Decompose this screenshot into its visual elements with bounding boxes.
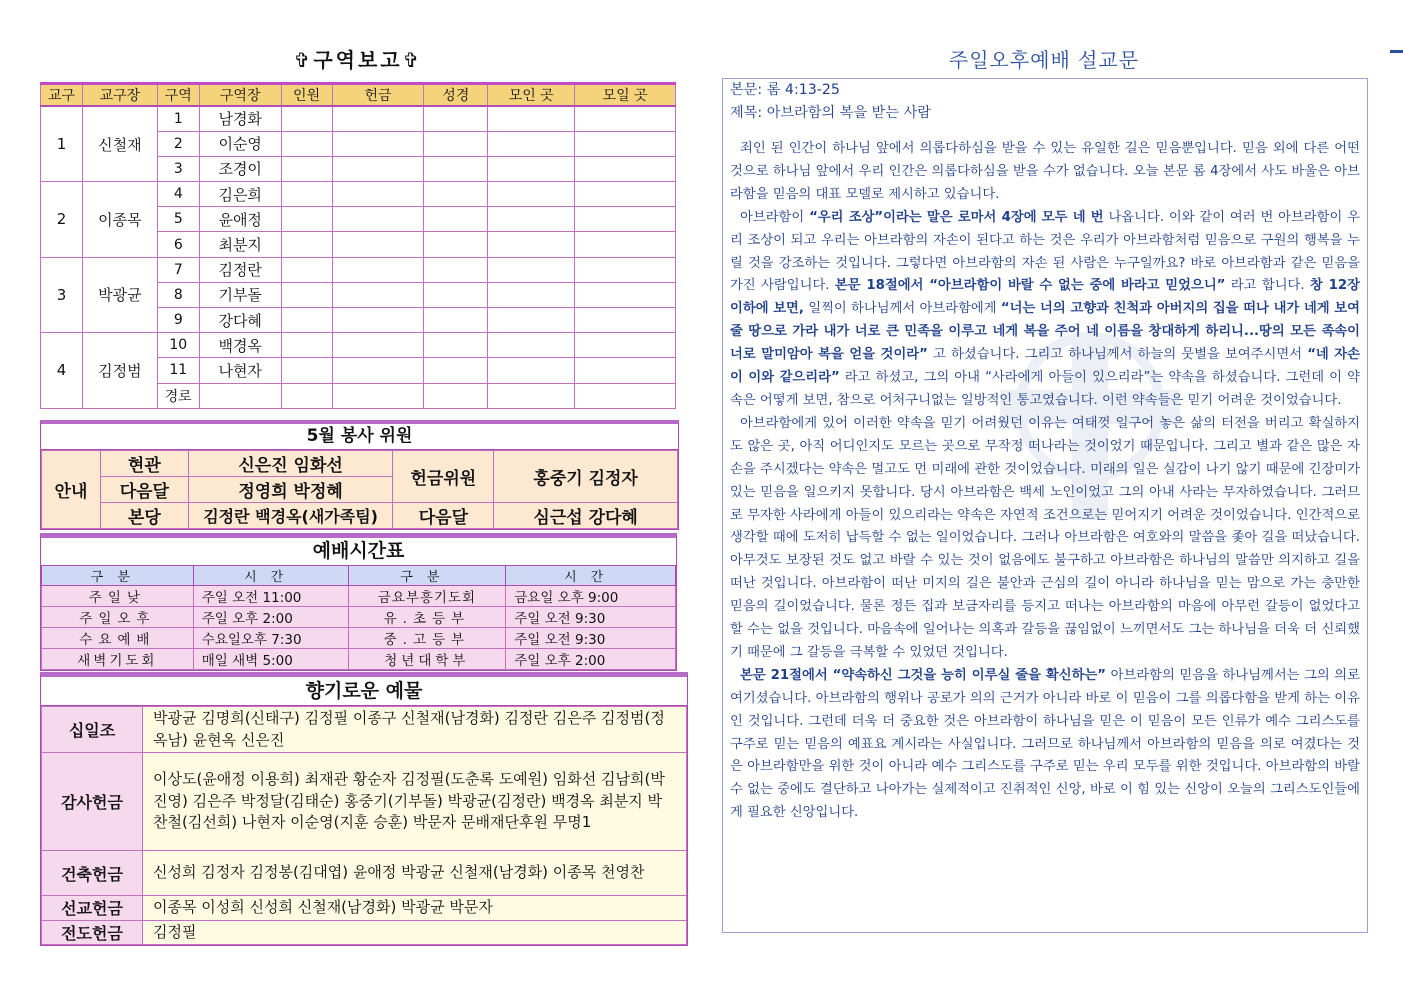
district-number: 3 <box>41 257 83 333</box>
blank-cell <box>575 257 676 282</box>
cell-number: 6 <box>157 232 199 257</box>
cell-number: 5 <box>157 207 199 232</box>
sermon-emphasis: 본문 18절에서 “아브라함이 바랄 수 없는 중에 바라고 믿었으니” <box>834 278 1226 294</box>
cell-leader: 김은희 <box>199 182 281 207</box>
district-number: 1 <box>41 106 83 182</box>
cell-leader: 나현자 <box>199 358 281 383</box>
blank-cell <box>332 257 424 282</box>
blank-cell <box>281 383 332 408</box>
service-committee-table <box>41 450 678 529</box>
table-row <box>42 707 687 753</box>
table-row <box>41 182 676 207</box>
cell-number: 3 <box>157 156 199 181</box>
blank-cell <box>281 308 332 333</box>
offering-names: 신성희 김정자 김정봉(김대엽) 윤애정 박광균 신철재(남경화) 이종목 천영찬 <box>143 851 687 896</box>
sermon-paragraph <box>730 207 1360 413</box>
blank-cell <box>424 207 488 232</box>
offering-category: 전도헌금 <box>42 920 143 945</box>
cell-number: 11 <box>157 358 199 383</box>
blank-cell <box>424 383 488 408</box>
district-number: 4 <box>41 333 83 409</box>
blank-cell <box>488 383 575 408</box>
blank-cell <box>575 207 676 232</box>
blank-cell <box>575 282 676 307</box>
blank-cell <box>488 257 575 282</box>
offering-names: 이상도(윤애정 이용희) 최재관 황순자 김정필(도춘록 도예원) 임화선 김남희(박진영) 김은주 박정달(김태순) 홍중기(기부돌) 박광균(김정란) 백경옥 최분지 박찬철(김선희) 나현자 이순영(지훈 승훈) 박문자 문배재단후원 무명1 <box>143 753 687 851</box>
table-row <box>41 106 676 131</box>
sermon-text: 라고 하셨고, 그의 아내 “사라에게 아들이 있으리라”는 약속을 하셨습니다. 그런데 이 약속은 어떻게 보면, 참으로 어처구니없는 일방적인 통고였습니다. 이런 약속들은 믿기 어려운 것이었습니다. <box>730 370 1360 408</box>
sermon-emphasis: 창 12장 이하에 보면, <box>730 278 1360 317</box>
blank-cell <box>575 156 676 181</box>
blank-cell <box>332 333 424 358</box>
blank-cell <box>575 383 676 408</box>
blank-cell <box>332 383 424 408</box>
blank-cell <box>424 358 488 383</box>
service-role-label: 다음달 <box>100 477 188 503</box>
header-offering: 헌금 <box>332 84 424 107</box>
cell-leader: 강다혜 <box>199 308 281 333</box>
table-row <box>42 753 687 851</box>
service-name: 수요예배 <box>42 628 194 649</box>
service-time: 금요일 오후 9:00 <box>506 586 676 607</box>
sermon-paragraph <box>730 665 1360 825</box>
sermon-text: 나옵니다. 이와 같이 여러 번 아브라함이 우리 조상이 되고 우리는 아브라함의 자손이 된다고 하는 것은 우리가 아브라함처럼 믿음으로 구원의 행복을 누릴 것을 강조하는 것입니다. 그렇다면 아브라함의 자손 된 사람은 누구일까요? 바로 아브라함과 같은 믿음을 가진 사람입니다. <box>730 209 1361 294</box>
guyeok-report-title: ✞구역보고✞ <box>293 48 423 72</box>
service-time: 주일 오전 11:00 <box>193 586 348 607</box>
blank-cell <box>424 257 488 282</box>
next-month-names: 심근섭 강다혜 <box>494 503 678 529</box>
service-role-label: 본당 <box>100 503 188 529</box>
header-bible: 성경 <box>424 84 488 107</box>
blank-cell <box>575 106 676 131</box>
blank-cell <box>488 232 575 257</box>
cell-leader <box>199 383 281 408</box>
blank-cell <box>488 156 575 181</box>
sermon-emphasis: 본문 21절에서 “약속하신 그것을 능히 이루실 줄을 확신하는” <box>740 667 1107 683</box>
offering-committee-label: 헌금위원 <box>393 451 494 503</box>
sermon-text: 아브라함의 믿음을 하나님께서는 그의 의로 여기셨습니다. 아브라함의 행위나 공로가 의의 근거가 아니라 바로 이 믿음이 그를 의롭다함을 받게 하는 이유인 것입니다. 그런데 더욱 더 중요한 것은 아브라함이 하나님을 믿은 이 믿음이 모든 인류가 예수 그리스도를 구주로 믿는 믿음의 예표요 계시라는 사실입니다. 그러므로 하나님께서 아브라함의 믿음을 의로 여겼다는 것은 아브라함만을 위한 것이 아니라 예수 그리스도를 구주로 믿는 우리 모두를 위한 것입니다. 아브라함의 바랄 수 없는 중에도 결단하고 나아가는 실제적이고 진취적인 신앙, 바로 이 힘 있는 신앙이 오늘의 그리스도인들에게 필요한 신앙입니다. <box>730 667 1360 821</box>
offering-category: 선교헌금 <box>42 896 143 921</box>
blank-cell <box>488 182 575 207</box>
cell-leader: 김정란 <box>199 257 281 282</box>
blank-cell <box>281 232 332 257</box>
sermon-emphasis: “너는 너의 고향과 친척과 아버지의 집을 떠나 내가 네게 보여 줄 땅으로 가라 내가 너로 큰 민족을 이루고 네게 복을 주어 네 이름을 창대하게 하리니...땅의 모든 족속이 너로 말미암아 복을 얻을 것이라” <box>730 301 1360 363</box>
header-category: 구분 <box>348 566 506 586</box>
sermon-text: 일찍이 하나님께서 아브라함에게 <box>803 301 1001 317</box>
blank-cell <box>575 182 676 207</box>
blank-cell <box>332 232 424 257</box>
blank-cell <box>424 308 488 333</box>
blank-cell <box>332 106 424 131</box>
sermon-subject: 제목: 아브라함의 복을 받는 사람 <box>730 104 931 121</box>
offering-names: 박광균 김명희(신태구) 김정필 이종구 신철재(남경화) 김정란 김은주 김정범(정옥남) 윤현옥 신은진 <box>143 707 687 753</box>
header-cell-leader: 구역장 <box>199 84 281 107</box>
blank-cell <box>575 308 676 333</box>
blank-cell <box>281 182 332 207</box>
blank-cell <box>488 282 575 307</box>
blank-cell <box>281 156 332 181</box>
blank-cell <box>488 106 575 131</box>
sermon-text: 라고 합니다. <box>1225 278 1311 294</box>
header-cell: 구역 <box>157 84 199 107</box>
next-month-label: 다음달 <box>393 503 494 529</box>
offering-category: 건축헌금 <box>42 851 143 896</box>
service-time: 주일 오후 2:00 <box>506 649 676 670</box>
cell-number: 2 <box>157 131 199 156</box>
cell-number: 8 <box>157 282 199 307</box>
header-next-place: 모일 곳 <box>575 84 676 107</box>
blank-cell <box>332 308 424 333</box>
worship-times-table <box>41 565 676 670</box>
sermon-paragraph: 죄인 된 인간이 하나님 앞에서 의롭다하심을 받을 수 있는 유일한 길은 믿음뿐입니다. 믿음 외에 다른 어떤 것으로 하나님 앞에서 우리 인간은 의롭다하심을 받을 수가 없습니다. 오늘 본문 롬 4장에서 사도 바울은 아브라함을 믿음의 대표 모델로 제시하고 있습니다. <box>730 141 1360 202</box>
blank-cell <box>332 282 424 307</box>
cell-number: 4 <box>157 182 199 207</box>
blank-cell <box>281 333 332 358</box>
blank-cell <box>332 358 424 383</box>
offering-category: 감사헌금 <box>42 753 143 851</box>
table-row <box>42 920 687 945</box>
table-row <box>41 257 676 282</box>
blank-cell <box>424 182 488 207</box>
guyeok-report-table <box>40 82 676 409</box>
blank-cell <box>488 358 575 383</box>
cell-leader: 조경이 <box>199 156 281 181</box>
blank-cell <box>424 156 488 181</box>
cell-leader: 최분지 <box>199 232 281 257</box>
sermon-title: 주일오후예배 설교문 <box>948 48 1140 72</box>
blank-cell <box>488 207 575 232</box>
service-time: 주일 오후 2:00 <box>193 607 348 628</box>
blank-cell <box>281 257 332 282</box>
blank-cell <box>424 282 488 307</box>
blank-cell <box>575 131 676 156</box>
blank-cell <box>281 358 332 383</box>
cell-number: 10 <box>157 333 199 358</box>
service-name: 중.고등부 <box>348 628 506 649</box>
district-leader: 이종목 <box>82 182 157 258</box>
header-time: 시간 <box>506 566 676 586</box>
table-row <box>42 896 687 921</box>
table-row <box>42 451 678 477</box>
service-time: 수요일오후 7:30 <box>193 628 348 649</box>
sermon-text-box <box>722 78 1368 933</box>
service-time: 주일 오전 9:30 <box>506 607 676 628</box>
offerings-box <box>40 672 688 946</box>
offerings-title: 향기로운 예물 <box>41 677 687 706</box>
service-role-names: 신은진 임화선 <box>188 451 393 477</box>
blank-cell <box>332 182 424 207</box>
sermon-emphasis: “우리 조상”이라는 말은 로마서 4장에 모두 네 번 <box>809 209 1104 225</box>
table-row <box>42 649 676 670</box>
offering-names: 이종목 이성희 신성희 신철재(남경화) 박광균 박문자 <box>143 896 687 921</box>
table-row <box>41 333 676 358</box>
header-time: 시간 <box>193 566 348 586</box>
service-name: 유.초등부 <box>348 607 506 628</box>
cell-number: 9 <box>157 308 199 333</box>
service-role-names: 정영희 박정혜 <box>188 477 393 503</box>
table-header-row <box>41 84 676 107</box>
cell-leader: 남경화 <box>199 106 281 131</box>
header-district-leader: 교구장 <box>82 84 157 107</box>
blank-cell <box>332 207 424 232</box>
sermon-emphasis: “네 자손이 이와 같으리라” <box>730 347 1360 386</box>
service-name: 주일오후 <box>42 607 194 628</box>
blank-cell <box>281 106 332 131</box>
sermon-text: 고 하셨습니다. 그리고 하나님께서 하늘의 뭇별을 보여주시면서 <box>927 347 1308 363</box>
offering-category: 십일조 <box>42 707 143 753</box>
cell-number: 1 <box>157 106 199 131</box>
blank-cell <box>281 282 332 307</box>
cell-leader: 백경옥 <box>199 333 281 358</box>
blank-cell <box>332 156 424 181</box>
service-name: 금요부흥기도회 <box>348 586 506 607</box>
blank-cell <box>575 358 676 383</box>
blank-cell <box>424 106 488 131</box>
header-met-place: 모인 곳 <box>488 84 575 107</box>
district-leader: 신철재 <box>82 106 157 182</box>
header-attendance: 인원 <box>281 84 332 107</box>
service-committee-title: 5월 봉사 위원 <box>41 424 678 450</box>
sermon-scripture-reference: 본문: 롬 4:13-25 <box>730 82 840 98</box>
cell-leader: 이순영 <box>199 131 281 156</box>
blank-cell <box>488 308 575 333</box>
table-row <box>42 607 676 628</box>
table-row <box>42 503 678 529</box>
service-role-names: 김정란 백경옥(새가족팀) <box>188 503 393 529</box>
service-time: 매일 새벽 5:00 <box>193 649 348 670</box>
offering-names: 김정필 <box>143 920 687 945</box>
edge-mark <box>1390 50 1403 53</box>
service-role-label: 현관 <box>100 451 188 477</box>
service-committee-box <box>40 420 679 530</box>
service-time: 주일 오전 9:30 <box>506 628 676 649</box>
service-name: 새벽기도회 <box>42 649 194 670</box>
worship-times-box <box>40 533 677 671</box>
district-leader: 박광균 <box>82 257 157 333</box>
blank-cell <box>424 333 488 358</box>
blank-cell <box>424 131 488 156</box>
offerings-table <box>41 706 687 945</box>
header-district: 교구 <box>41 84 83 107</box>
cell-leader: 기부돌 <box>199 282 281 307</box>
cell-number: 경로 <box>157 383 199 408</box>
blank-cell <box>332 131 424 156</box>
blank-cell <box>575 333 676 358</box>
guide-label: 안내 <box>42 451 101 529</box>
sermon-text: 아브라함이 <box>740 209 810 225</box>
district-number: 2 <box>41 182 83 258</box>
table-row <box>42 586 676 607</box>
offering-committee-names: 홍중기 김정자 <box>494 451 678 503</box>
cell-number: 7 <box>157 257 199 282</box>
header-category: 구분 <box>42 566 194 586</box>
blank-cell <box>575 232 676 257</box>
blank-cell <box>488 333 575 358</box>
blank-cell <box>281 207 332 232</box>
blank-cell <box>424 232 488 257</box>
worship-times-title: 예배시간표 <box>312 540 405 562</box>
service-name: 주일낮 <box>42 586 194 607</box>
service-name: 청년대학부 <box>348 649 506 670</box>
blank-cell <box>488 131 575 156</box>
table-row <box>42 628 676 649</box>
cell-leader: 윤애정 <box>199 207 281 232</box>
district-leader: 김정범 <box>82 333 157 409</box>
table-row <box>42 851 687 896</box>
sermon-paragraph: 아브라함에게 있어 이러한 약속을 믿기 어려웠던 이유는 여태껏 일구어 놓은 삶의 터전을 버리고 확실하지도 않은 곳, 아직 어디인지도 모르는 곳으로 무작정 떠나라는 것이었기 때문입니다. 그리고 별과 같은 많은 자손을 주시겠다는 약속은 멀고도 먼 미래에 관한 것이었습니다. 미래의 일은 실감이 나기 않기 때문에 긴장미가 있는 믿음을 일으키지 못합니다. 당시 아브라함은 백세 노인이었고 그의 아내 사라는 무자하였습니다. 그러므로 무자한 사라에게 아들이 있으리라는 약속은 자연적 조건으로는 믿어지기 어려운 것이었습니다. 인간적으로 생각할 때에 도저히 납득할 수 없는 일이었습니다. 그러나 아브라함은 여호와의 말씀을 좇아 길을 떠났습니다. 아무것도 보장된 것도 없고 바랄 수 있는 것이 없음에도 불구하고 아브라함은 하나님의 말씀만 의지하고 길을 떠난 것입니다. 아브라함이 떠난 미지의 길은 불안과 근심의 길이 아니라 하나님을 믿는 맘으로 가는 충만한 믿음의 길이었습니다. 물론 정든 집과 보금자리를 등지고 떠나는 아브라함의 마음에 아무런 갈등이 없었다고 할 수는 없을 것입니다. 마음속에 일어나는 의혹과 갈등을 끊임없이 느끼면서도 그는 하나님을 더욱 더 신뢰했기 때문에 그 갈등을 극복할 수 있었던 것입니다. <box>730 415 1360 660</box>
blank-cell <box>281 131 332 156</box>
table-header-row <box>42 566 676 586</box>
